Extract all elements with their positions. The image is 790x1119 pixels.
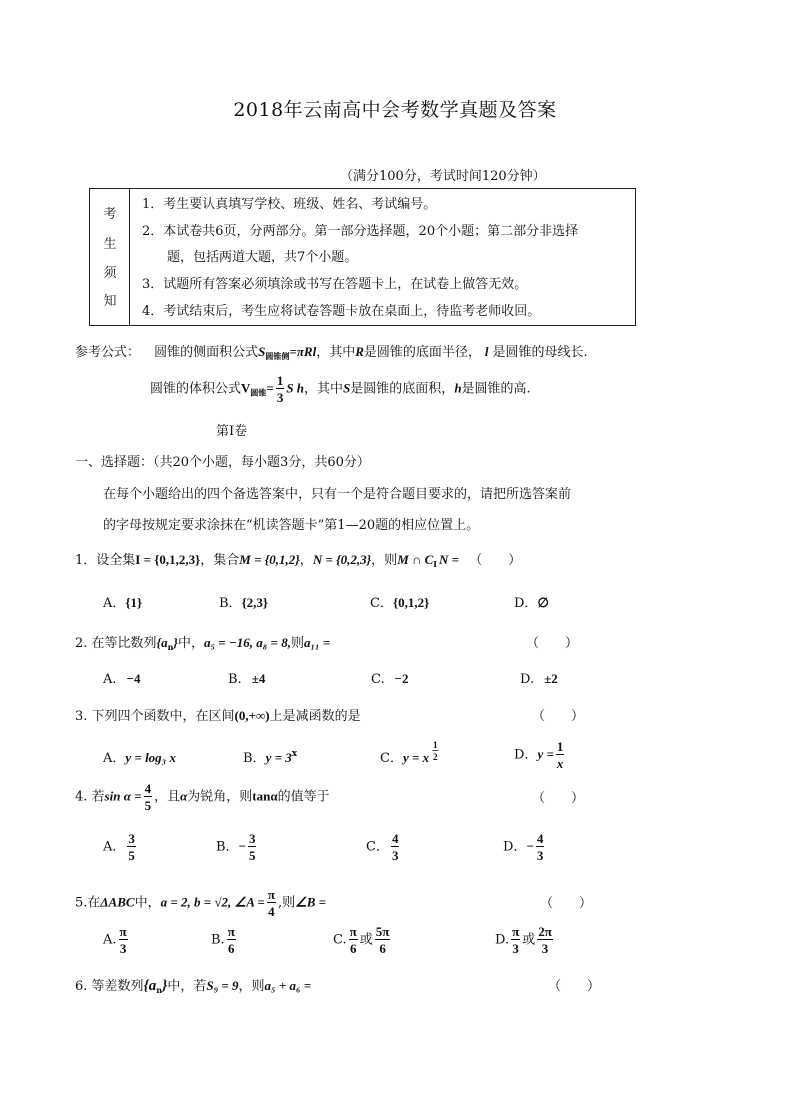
- option-c: [333, 925, 392, 955]
- option-text: ±2: [544, 671, 558, 686]
- notice-label: [90, 189, 130, 325]
- section-heading: 一、选择题：（共20个小题，每小题3分，共60分）: [75, 455, 370, 470]
- option-text: y = log₃ x: [125, 750, 176, 765]
- math-expression: }: [173, 635, 178, 650]
- question-text: ，集合: [200, 553, 240, 568]
- option-a: [103, 592, 142, 611]
- fraction-numerator: 1: [276, 373, 284, 388]
- math-expression: S₉ = 9: [206, 978, 239, 993]
- page-title: 2018年云南高中会考数学真题及答案: [233, 99, 557, 121]
- fraction-denominator: 6: [228, 941, 235, 956]
- fraction-denominator: 3: [119, 941, 127, 956]
- option-a: [103, 832, 138, 862]
- fraction-numerator: π: [227, 924, 235, 939]
- option-sign: −: [526, 838, 534, 854]
- question-text: 1．设全集: [75, 553, 136, 568]
- option-c: [370, 592, 429, 611]
- option-b: [216, 832, 258, 862]
- fraction-denominator: 5: [144, 798, 152, 813]
- question-text: 为锐角，则: [187, 789, 253, 805]
- math-expression: M ∩ C: [397, 552, 434, 567]
- option-c: [371, 671, 409, 687]
- math-expression: {a: [143, 978, 157, 994]
- fraction: [267, 888, 276, 918]
- fraction-numerator: π: [119, 924, 127, 939]
- answer-parentheses: （ ）: [532, 791, 585, 806]
- fraction-denominator: 6: [349, 941, 357, 956]
- fraction-denominator: 3: [391, 848, 399, 863]
- question-text: 则: [290, 636, 304, 651]
- question-text: 4. 若: [75, 789, 105, 805]
- option-sign: −: [238, 838, 246, 854]
- fraction: [432, 741, 438, 762]
- formula-text: 是圆锥的底面半径，: [363, 345, 481, 360]
- question-6: [75, 975, 311, 995]
- option-text: −4: [126, 671, 141, 686]
- option-text: ±4: [251, 671, 266, 686]
- fraction: [119, 925, 128, 955]
- option-text: {2,3}: [241, 595, 269, 610]
- option-c: [380, 736, 442, 766]
- option-text: ∅: [537, 595, 549, 610]
- fraction: [536, 832, 545, 862]
- option-letter: D.: [495, 932, 510, 948]
- formula-expression: S h: [286, 380, 305, 396]
- notice-label-char: 须: [103, 266, 117, 281]
- fraction-denominator: 2: [433, 751, 438, 763]
- answer-parentheses: （ ）: [469, 553, 522, 568]
- formula-symbol: V: [241, 380, 251, 396]
- math-expression: ∠B =: [295, 894, 327, 910]
- formula-text: ，其中: [304, 381, 344, 397]
- fraction-denominator: x: [556, 756, 564, 771]
- question-text: ，则: [238, 979, 265, 994]
- option-text: y =: [537, 746, 554, 762]
- option-letter: B．: [219, 596, 242, 611]
- fraction-denominator: 3: [541, 941, 549, 956]
- formula-line-1: [75, 341, 588, 362]
- fraction: [227, 925, 236, 955]
- option-superscript: x: [291, 749, 298, 759]
- fraction-denominator: 5: [128, 848, 135, 863]
- math-expression: sin α =: [104, 788, 142, 804]
- option-b: [219, 592, 268, 611]
- formula-line-2: [150, 374, 531, 404]
- math-expression: ΔABC: [100, 894, 135, 910]
- option-letter: D．: [503, 839, 527, 855]
- fraction: [537, 925, 553, 955]
- option-b: [228, 671, 265, 687]
- option-text: 或: [522, 932, 536, 948]
- option-letter: D.: [520, 672, 535, 687]
- option-a: [103, 925, 130, 955]
- option-letter: A.: [103, 932, 117, 948]
- option-text: {1}: [125, 595, 143, 610]
- formula-expression: =πRl: [289, 344, 317, 359]
- option-a: [103, 671, 140, 687]
- math-subscript: n: [167, 642, 174, 652]
- notice-line: 4．考试结束后，考生应将试卷答题卡放在桌面上，待监考老师收回。: [142, 304, 541, 319]
- notice-label-char: 考: [103, 207, 117, 222]
- math-expression: }: [162, 978, 168, 994]
- formula-text: 是圆锥的底面积，: [350, 381, 455, 397]
- section-instruction: 的字母按规定要求涂抹在“机读答题卡”第1—20题的相应位置上。: [103, 518, 480, 533]
- fraction: [511, 925, 520, 955]
- option-d: [514, 740, 566, 770]
- option-d: [495, 925, 555, 955]
- answer-parentheses: （ ）: [532, 709, 585, 724]
- option-letter: B.: [228, 672, 242, 687]
- math-expression: {a: [156, 635, 168, 650]
- formula-symbol: l: [484, 344, 489, 359]
- math-expression: N =: [439, 552, 460, 567]
- option-letter: A．: [103, 751, 126, 766]
- fraction-denominator: 3: [512, 941, 519, 956]
- question-text: ，: [299, 553, 313, 568]
- fraction: [144, 782, 153, 812]
- math-expression: α: [180, 788, 188, 804]
- formula-subscript: 圆锥: [250, 387, 267, 398]
- answer-parentheses: （ ）: [540, 896, 593, 911]
- question-text: 5.在: [75, 895, 101, 911]
- formula-text: 是圆锥的高.: [461, 381, 531, 397]
- option-text: 或: [359, 932, 373, 948]
- option-letter: B．: [216, 839, 239, 855]
- fraction-numerator: 3: [128, 831, 135, 846]
- formula-symbol: h: [454, 380, 462, 396]
- fraction-denominator: 4: [268, 904, 275, 919]
- formula-symbol: S: [258, 344, 266, 359]
- fraction-numerator: π: [349, 924, 357, 939]
- fraction-denominator: 3: [276, 390, 284, 405]
- option-d: [503, 832, 546, 862]
- fraction-numerator: π: [267, 887, 275, 902]
- question-text: ,则: [277, 895, 296, 911]
- fraction-numerator: π: [512, 924, 520, 939]
- math-subscript: n: [156, 985, 163, 995]
- formula-text: ，其中: [316, 345, 356, 360]
- option-letter: C．: [366, 839, 389, 855]
- formula-subscript: 圆锥侧: [265, 351, 290, 361]
- option-letter: B．: [243, 751, 266, 766]
- question-text: 中，若: [167, 979, 207, 994]
- notice-table: [89, 188, 636, 326]
- option-letter: A．: [103, 596, 126, 611]
- fraction-denominator: 5: [248, 848, 256, 863]
- option-letter: C.: [333, 932, 347, 948]
- formula-symbol: S: [343, 380, 351, 396]
- math-expression: a₁₁ =: [303, 635, 331, 650]
- option-b: [243, 747, 297, 766]
- fraction: [391, 832, 400, 862]
- formula-text: 圆锥的体积公式: [150, 381, 242, 397]
- question-4: [75, 782, 330, 812]
- question-text: ，则: [371, 553, 398, 568]
- fraction-numerator: 2π: [538, 924, 552, 939]
- option-c: [366, 832, 401, 862]
- fraction-numerator: 1: [433, 739, 438, 751]
- math-subscript: I: [433, 559, 438, 569]
- fraction-numerator: 4: [144, 781, 152, 796]
- option-text: y = x: [402, 750, 430, 765]
- formula-expression: =: [266, 380, 274, 396]
- option-letter: D．: [514, 747, 538, 763]
- question-text: 上是减函数的是: [269, 709, 361, 724]
- formula-text: 是圆锥的母线长.: [492, 345, 588, 360]
- option-b: [211, 925, 238, 955]
- question-text: 2. 在等比数列: [75, 636, 157, 651]
- fraction-numerator: 3: [248, 831, 256, 846]
- fraction: [375, 925, 391, 955]
- math-expression: a₅ = −16, a₈ = 8,: [203, 635, 291, 650]
- math-expression: I = {0,1,2,3}: [135, 552, 201, 567]
- fraction-denominator: 3: [536, 848, 544, 863]
- math-expression: M = {0,1,2}: [239, 552, 300, 567]
- question-5: [75, 888, 326, 918]
- formula-text: 圆锥的侧面积公式: [154, 345, 259, 360]
- option-letter: C.: [371, 672, 385, 687]
- question-2: [75, 632, 330, 652]
- fraction-denominator: 6: [379, 941, 386, 956]
- option-text: −2: [394, 671, 409, 686]
- option-letter: C．: [380, 751, 403, 766]
- option-text: {0,1,2}: [392, 595, 430, 610]
- question-text: 的值等于: [277, 789, 330, 805]
- question-text: 中，: [134, 895, 161, 911]
- section-instruction: 在每个小题给出的四个备选答案中，只有一个是符合题目要求的，请把所选答案前: [103, 487, 572, 502]
- exam-subtitle: （满分100分，考试时间120分钟）: [340, 169, 546, 184]
- option-letter: B.: [211, 932, 225, 948]
- question-text: 3. 下列四个函数中，在区间: [75, 709, 235, 724]
- part-title: 第Ⅰ卷: [216, 424, 248, 439]
- question-text: ，且: [154, 789, 181, 805]
- option-a: [103, 747, 176, 766]
- answer-parentheses: （ ）: [548, 979, 601, 994]
- question-text: 中，: [177, 636, 204, 651]
- fraction-numerator: 4: [536, 831, 544, 846]
- option-letter: D．: [514, 596, 538, 611]
- option-text: y = 3: [265, 750, 292, 765]
- fraction-numerator: 1: [556, 739, 564, 754]
- fraction-numerator: 4: [391, 831, 399, 846]
- option-d: [514, 592, 549, 611]
- math-expression: N = {0,2,3}: [312, 552, 372, 567]
- math-expression: (0,+∞): [234, 708, 270, 723]
- fraction-numerator: 5π: [375, 924, 390, 939]
- math-expression: a = 2, b = √2, ∠A =: [160, 894, 265, 910]
- option-letter: A.: [103, 672, 117, 687]
- notice-line: 3．试题所有答案必须填涂或书写在答题卡上，在试卷上做答无效。: [142, 277, 528, 292]
- notice-label-char: 知: [103, 294, 117, 309]
- math-expression: tanα: [252, 788, 278, 804]
- notice-line: 题，包括两道大题，共7个小题。: [167, 250, 358, 265]
- fraction: [556, 740, 565, 770]
- option-letter: C．: [370, 596, 393, 611]
- question-3: [75, 705, 361, 724]
- formula-symbol: R: [355, 344, 364, 359]
- math-expression: a₅ + a₆ =: [264, 978, 312, 993]
- question-1: [75, 549, 521, 569]
- answer-parentheses: （ ）: [526, 636, 579, 651]
- option-letter: A．: [103, 839, 126, 855]
- fraction: [276, 374, 285, 404]
- option-d: [520, 671, 558, 687]
- fraction: [349, 925, 358, 955]
- notice-line: 1．考生要认真填写学校、班级、姓名、考试编号。: [142, 197, 437, 212]
- question-text: 6. 等差数列: [75, 979, 144, 994]
- fraction: [127, 832, 136, 862]
- formula-label: 参考公式：: [75, 345, 141, 360]
- notice-line: 2．本试卷共6页，分两部分。第一部分选择题，20个小题；第二部分非选择: [142, 224, 579, 239]
- notice-label-char: 生: [103, 237, 117, 252]
- fraction: [248, 832, 257, 862]
